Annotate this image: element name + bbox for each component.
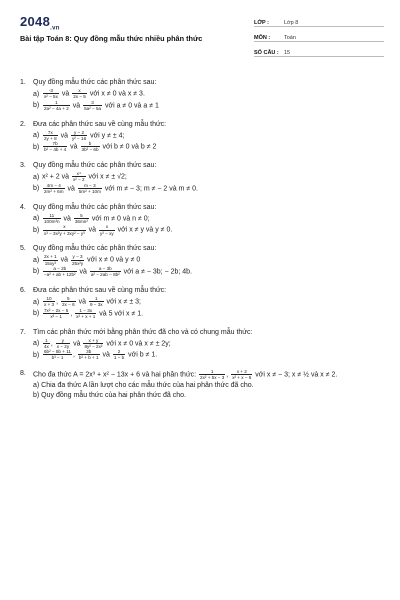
text-run: x² + 2 và: [42, 173, 71, 181]
exercise-line: [20, 338, 385, 350]
denominator: x² + x − 6: [232, 375, 252, 381]
denominator: a² − 2ab − 8b²: [90, 272, 120, 278]
exercise-line: [20, 254, 385, 266]
text-run: ,: [56, 298, 60, 306]
text-run: và: [70, 102, 83, 110]
numerator: 6b² − 5b + 11: [44, 349, 71, 355]
exercise: [20, 203, 385, 236]
numerator: 3: [83, 100, 102, 106]
denominator: 9 − 3x: [89, 302, 103, 308]
denominator: y² − xy: [100, 230, 114, 236]
line-label: b): [33, 185, 40, 193]
fraction: [89, 296, 104, 307]
text-run: ,: [50, 340, 55, 348]
numerator: 7x: [43, 130, 58, 136]
numerator: 1: [199, 369, 225, 375]
denominator: x² − 5x: [44, 94, 58, 100]
numerator: 1: [89, 296, 104, 302]
page-title: Bài tập Toán 8: Quy đồng mẫu thức nhiều phân thức: [20, 34, 203, 43]
denominator: −a² + ab + 12b²: [44, 272, 76, 278]
exercise-list: [20, 78, 385, 409]
exercise-line: [20, 130, 385, 142]
exercise: [20, 120, 385, 153]
numerator: 2: [113, 349, 125, 355]
exercise-line: [20, 88, 385, 100]
line-label: b): [33, 143, 40, 151]
numerator: y − 2: [71, 130, 87, 136]
exercise: [20, 369, 385, 401]
text-run: với x ≠ ± √2;: [86, 173, 127, 181]
text-run: với a ≠ − 3b; − 2b; 4b.: [121, 268, 193, 276]
denominator: 8y² − 2x²: [84, 343, 103, 349]
exercise-line: [20, 349, 385, 361]
line-label: b): [33, 102, 40, 110]
line-label: b): [33, 310, 40, 318]
exercise-line: [20, 213, 385, 225]
line-label: a): [33, 215, 40, 223]
denominator: 2m² + 6m: [44, 188, 64, 194]
fraction: [99, 224, 115, 235]
denominator: 1 − b: [113, 355, 125, 361]
fraction: [43, 213, 61, 224]
exercise-prompt: Tìm các phân thức mới bằng phân thức đã cho và có chung mẫu thức:: [33, 328, 253, 336]
exercise-number: 7.: [20, 328, 26, 336]
exercise: [20, 244, 385, 277]
text-run: với b ≠ 1.: [126, 351, 158, 359]
text-run: với x ≠ 0 và x ≠ ± 2y;: [104, 340, 171, 348]
exercise-prompt: Đưa các phân thức sau về cùng mẫu thức:: [33, 120, 167, 128]
exercise: [20, 328, 385, 361]
numerator: b: [81, 141, 100, 147]
text-run: với b ≠ 0 và b ≠ 2: [100, 143, 157, 151]
text-run: a) Chia đa thức A lần lượt cho các mẫu thức của hai phân thức đã cho.: [33, 381, 254, 389]
fraction: [75, 308, 96, 319]
fraction: [43, 183, 65, 194]
denominator: b² − 4b + 4: [44, 147, 67, 153]
line-label: a): [33, 90, 40, 98]
numerator: 1: [43, 338, 50, 344]
numerator: a − 3b: [90, 266, 121, 272]
denominator: 2x − 6: [61, 302, 75, 308]
brand-suffix: .vn: [50, 25, 60, 32]
text-run: và: [68, 143, 80, 151]
exercise-line: [20, 266, 385, 278]
exercise-number: 2.: [20, 120, 26, 128]
numerator: 1 − 3x: [75, 308, 96, 314]
numerator: 11: [43, 213, 61, 219]
denominator: 3b² − 6b: [81, 147, 99, 153]
fraction: [43, 141, 67, 152]
text-run: với x ≠ y và y ≠ 0.: [115, 226, 173, 234]
fraction: [78, 183, 102, 194]
text-run: với y ≠ ± 4;: [88, 132, 125, 140]
text-run: ,: [70, 310, 75, 318]
fraction: [83, 338, 103, 349]
fraction: [71, 254, 84, 265]
meta-row: [254, 12, 384, 27]
text-run: và: [58, 256, 70, 264]
denominator: x³ − 1: [50, 313, 62, 319]
denominator: b² + b + 1: [78, 355, 99, 361]
line-label: a): [33, 298, 40, 306]
exercise-number: 1.: [20, 79, 26, 86]
denominator: y² − 16: [71, 135, 87, 141]
fraction: [43, 349, 72, 360]
exercise-line: [20, 296, 385, 308]
meta-value: Lớp 8: [284, 20, 299, 26]
exercise-number: 8.: [20, 370, 26, 378]
numerator: 3b: [78, 349, 100, 355]
fraction: [43, 308, 69, 319]
text-run: và: [86, 226, 99, 234]
denominator: 2x² + 5x − 3: [200, 375, 225, 381]
exercise-number: 3.: [20, 162, 26, 170]
fraction: [56, 338, 70, 349]
denominator: 100m³n: [44, 218, 60, 224]
denominator: 15xy³: [44, 260, 56, 266]
denominator: 2y + 8: [44, 135, 57, 141]
text-run: và: [65, 185, 77, 193]
exercise-number: 5.: [20, 245, 26, 253]
text-run: và: [77, 268, 89, 276]
fraction: [71, 130, 87, 141]
text-run: với x ≠ − 3; x ≠ ½ và x ≠ 2.: [253, 371, 338, 379]
exercise-line: [20, 171, 385, 183]
numerator: 2x + 1: [44, 254, 57, 260]
text-run: và: [58, 132, 70, 140]
exercise-prompt: Quy đồng mẫu thức các phân thức sau:: [33, 203, 157, 211]
exercise-line: [20, 183, 385, 195]
text-run: với m ≠ − 3; m ≠ − 2 và m ≠ 0.: [102, 185, 199, 193]
exercise-number: 6.: [20, 286, 26, 294]
meta-key: SỐ CÂU :: [254, 50, 279, 56]
exercise-line: [20, 141, 385, 153]
fraction: [43, 130, 58, 141]
text-run: và: [71, 340, 83, 348]
exercise-line: [33, 369, 385, 381]
fraction: [43, 266, 77, 277]
fraction: [43, 224, 86, 235]
exercise: [20, 78, 385, 111]
meta-value: Toán: [284, 35, 296, 41]
meta-row: [254, 42, 384, 57]
text-run: và: [61, 215, 73, 223]
line-label: b): [33, 226, 40, 234]
numerator: 7b: [43, 141, 67, 147]
text-run: và: [76, 298, 88, 306]
fraction: [78, 349, 100, 360]
text-run: ,: [226, 371, 231, 379]
text-run: với x ≠ ± 3;: [104, 298, 141, 306]
brand-logo: [20, 14, 60, 32]
fraction: [81, 141, 100, 152]
denominator: x² − 2: [72, 177, 85, 183]
meta-info: [254, 12, 384, 57]
denominator: 36mn²: [74, 218, 88, 224]
exercise-prompt: Quy đồng mẫu thức các phân thức sau:: [33, 245, 157, 253]
denominator: 5a² − 5a: [84, 105, 102, 111]
fraction: [43, 338, 50, 349]
text-run: ,: [73, 351, 77, 359]
numerator: x: [43, 224, 86, 230]
line-label: a): [33, 132, 40, 140]
text-run: Cho đa thức A = 2x³ + x² − 13x + 6 và hai phân thức:: [33, 371, 199, 379]
fraction: [43, 254, 58, 265]
fraction: [199, 369, 225, 380]
numerator: x: [72, 88, 87, 94]
exercise-line: [20, 381, 385, 391]
numerator: 1: [43, 100, 70, 106]
exercise-number: 4.: [20, 203, 26, 211]
brand-text: 2048: [20, 14, 51, 29]
line-label: b): [33, 268, 40, 276]
denominator: x² + x + 1: [76, 313, 96, 319]
numerator: m − 3: [78, 183, 102, 189]
exercise-line: [20, 224, 385, 236]
exercise-line: [20, 308, 385, 320]
line-label: a): [33, 256, 40, 264]
exercise-prompt: Quy đồng mẫu thức các phân thức sau:: [33, 162, 157, 170]
denominator: x + 3: [44, 302, 55, 308]
fraction: [231, 369, 252, 380]
fraction: [43, 100, 70, 111]
numerator: 5: [74, 213, 89, 219]
line-label: b): [33, 351, 40, 359]
denominator: 5m² + 10m: [78, 188, 101, 194]
numerator: 4m − 4: [43, 183, 65, 189]
line-label: a): [33, 340, 40, 348]
text-run: với m ≠ 0 và n ≠ 0;: [89, 215, 150, 223]
exercise-line: [20, 391, 385, 401]
text-run: b) Quy đồng mẫu thức của hai phân thức đã cho.: [33, 391, 186, 399]
denominator: 2a² − 4a + 2: [44, 105, 69, 111]
numerator: y − 3: [72, 254, 83, 260]
meta-row: [254, 27, 384, 42]
meta-key: MÔN :: [254, 35, 271, 41]
numerator: 5: [61, 296, 76, 302]
numerator: 10: [43, 296, 55, 302]
fraction: [74, 213, 89, 224]
fraction: [61, 296, 76, 307]
fraction: [43, 88, 59, 99]
numerator: x⁴: [72, 171, 86, 177]
denominator: 2x − 5: [73, 94, 86, 100]
exercise: [20, 161, 385, 194]
denominator: 25x²y: [71, 260, 84, 266]
numerator: x: [99, 224, 115, 230]
numerator: x + y: [83, 338, 103, 344]
fraction: [72, 171, 86, 182]
meta-key: LỚP :: [254, 20, 269, 26]
fraction: [90, 266, 121, 277]
fraction: [72, 88, 87, 99]
denominator: x − 2y: [56, 343, 70, 349]
numerator: a − 2b: [43, 266, 77, 272]
fraction: [113, 349, 125, 360]
numerator: x + 2: [231, 369, 252, 375]
fraction: [83, 100, 102, 111]
text-run: và 5 với x ≠ 1.: [97, 310, 144, 318]
text-run: với x ≠ 0 và x ≠ 3.: [87, 90, 145, 98]
fraction: [43, 296, 55, 307]
numerator: -3: [43, 88, 59, 94]
exercise: [20, 286, 385, 319]
text-run: với x ≠ 0 và y ≠ 0: [85, 256, 141, 264]
exercise-prompt: Đưa các phân thức sau về cùng mẫu thức:: [33, 286, 167, 294]
text-run: và: [59, 90, 72, 98]
line-label: a): [33, 173, 40, 181]
exercise-prompt: Quy đồng mẫu thức các phân thức sau:: [33, 79, 157, 86]
exercise-line: [20, 100, 385, 112]
numerator: 7x² − 2x − 5: [44, 307, 69, 313]
numerator: y: [56, 338, 70, 344]
denominator: 4x: [44, 343, 49, 349]
denominator: b³ − 1: [51, 355, 64, 361]
text-run: với a ≠ 0 và a ≠ 1: [103, 102, 159, 110]
meta-value: 15: [284, 50, 291, 56]
denominator: x³ − 3x²y + 3xy² − y³: [44, 230, 85, 236]
text-run: và: [100, 351, 112, 359]
